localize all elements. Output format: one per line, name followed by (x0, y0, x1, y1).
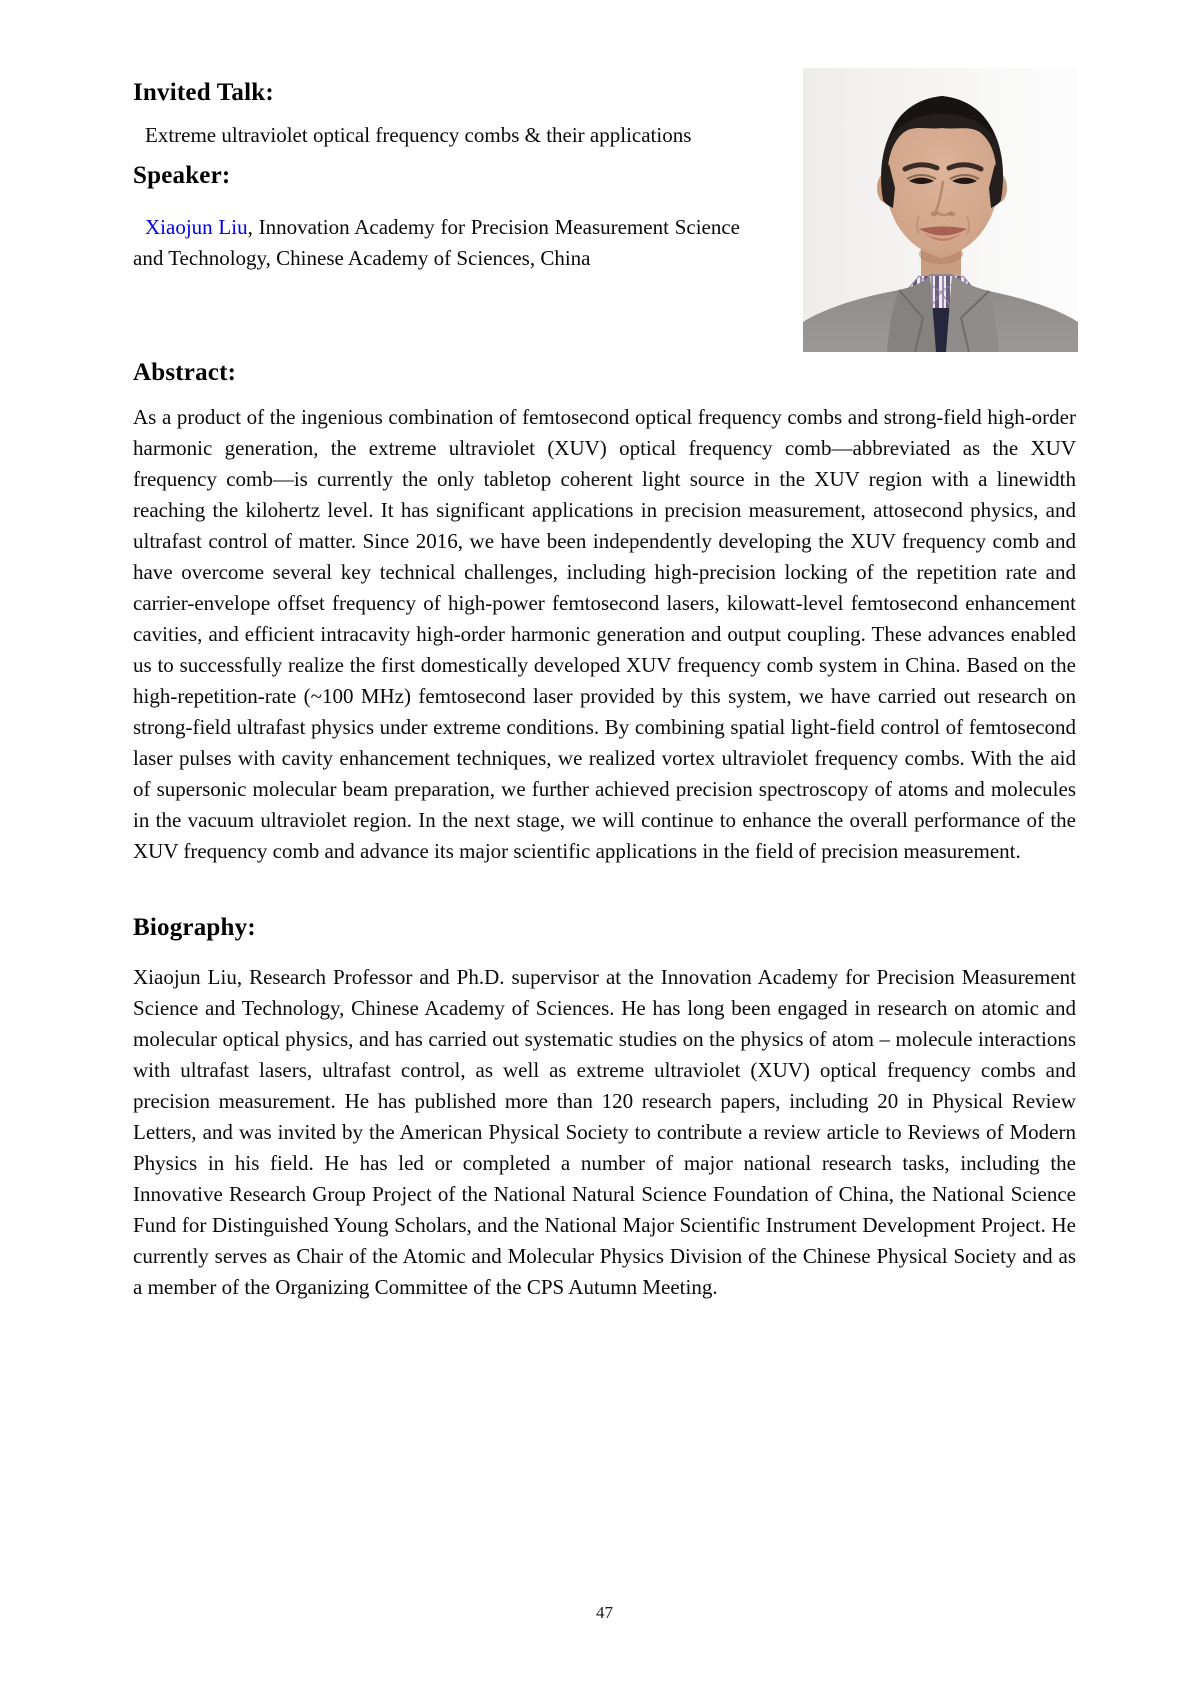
speaker-affiliation-paragraph (133, 212, 740, 274)
abstract-heading: Abstract: (133, 359, 237, 386)
talk-title: Extreme ultraviolet optical frequency combs & their applications (145, 123, 692, 147)
speaker-affiliation-text: , Innovation Academy for Precision Measurement Science and Technology, Chinese Academy of Sciences, China (133, 215, 740, 270)
speaker-name-link[interactable]: Xiaojun Liu (145, 215, 248, 239)
speaker-heading: Speaker: (133, 162, 231, 189)
biography-heading: Biography: (133, 914, 256, 941)
invited-talk-heading: Invited Talk: (133, 79, 274, 106)
speaker-photo (803, 68, 1078, 352)
speaker-portrait-illustration (803, 68, 1078, 352)
abstract-body: As a product of the ingenious combination of femtosecond optical frequency combs and strong-field high-order harmonic generation, the extreme ultraviolet (XUV) optical frequency comb—abbreviated as the XUV frequency comb—is currently the only tabletop coherent light source in the XUV region with a linewidth reaching the kilohertz level. It has significant applications in precision measurement, attosecond physics, and ultrafast control of matter. Since 2016, we have been independently developing the XUV frequency comb and have overcome several key technical challenges, including high-precision locking of the repetition rate and carrier-envelope offset frequency of high-power femtosecond lasers, kilowatt-level femtosecond enhancement cavities, and efficient intracavity high-order harmonic generation and output coupling. These advances enabled us to successfully realize the first domestically developed XUV frequency comb system in China. Based on the high-repetition-rate (~100 MHz) femtosecond laser provided by this system, we have carried out research on strong-field ultrafast physics under extreme conditions. By combining spatial light-field control of femtosecond laser pulses with cavity enhancement techniques, we realized vortex ultraviolet frequency combs. With the aid of supersonic molecular beam preparation, we further achieved precision spectroscopy of atoms and molecules in the vacuum ultraviolet region. In the next stage, we will continue to enhance the overall performance of the XUV frequency comb and advance its major scientific applications in the field of precision measurement. (133, 405, 1076, 863)
biography-body: Xiaojun Liu, Research Professor and Ph.D. supervisor at the Innovation Academy for Precision Measurement Science and Technology, Chinese Academy of Sciences. He has long been engaged in research on atomic and molecular optical physics, and has carried out systematic studies on the physics of atom – molecule interactions with ultrafast lasers, ultrafast control, as well as extreme ultraviolet (XUV) optical frequency combs and precision measurement. He has published more than 120 research papers, including 20 in Physical Review Letters, and was invited by the American Physical Society to contribute a review article to Reviews of Modern Physics in his field. He has led or completed a number of major national research tasks, including the Innovative Research Group Project of the National Natural Science Foundation of China, the National Science Fund for Distinguished Young Scholars, and the National Major Scientific Instrument Development Project. He currently serves as Chair of the Atomic and Molecular Physics Division of the Chinese Physical Society and as a member of the Organizing Committee of the CPS Autumn Meeting. (133, 965, 1076, 1299)
page-number: 47 (596, 1603, 613, 1622)
